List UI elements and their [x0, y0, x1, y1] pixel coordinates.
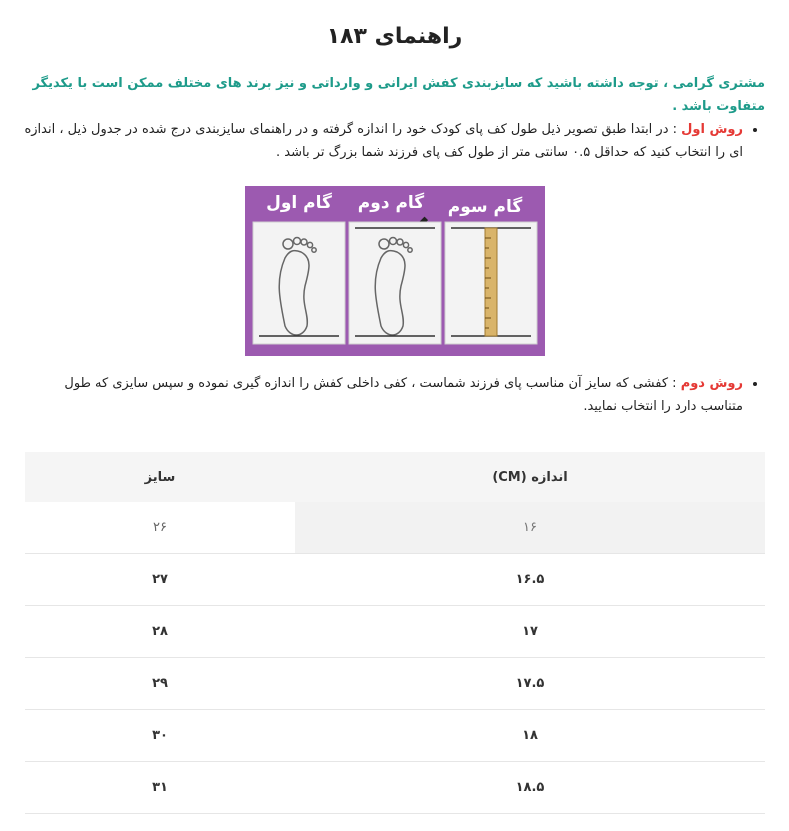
table-row — [25, 554, 765, 606]
method-list-2 — [24, 372, 765, 418]
step-1-panel — [253, 222, 345, 344]
table-row — [25, 762, 765, 814]
method-2-item — [24, 372, 743, 418]
table-row — [25, 606, 765, 658]
method-1-label: روش اول — [681, 122, 743, 137]
cell-size: ۳۰ — [25, 710, 295, 762]
foot-measure-illustration — [245, 186, 545, 356]
cell-size: ۳۱ — [25, 762, 295, 814]
cell-size: ۲۹ — [25, 658, 295, 710]
cell-measure: ۱۶ — [295, 502, 765, 554]
cell-size: ۲۷ — [25, 554, 295, 606]
size-table-container — [24, 452, 765, 814]
method-2-text: : کفشی که سایز آن مناسب پای فرزند شماست ، کفی داخلی کفش را اندازه گیری نموده و سپس سایزی که طول متناسب دارد را انتخاب نمایید. — [64, 376, 743, 414]
table-header-row — [25, 452, 765, 502]
cell-measure: ۱۶.۵ — [295, 554, 765, 606]
foot-measure-figure — [245, 186, 545, 356]
step-2-panel — [349, 222, 441, 344]
method-list-1 — [24, 118, 765, 164]
size-table — [25, 452, 765, 814]
method-1-item — [24, 118, 743, 164]
cell-measure: ۱۷ — [295, 606, 765, 658]
step-2-label: گام دوم — [357, 193, 424, 213]
cell-measure: ۱۸ — [295, 710, 765, 762]
table-row — [25, 658, 765, 710]
table-row — [25, 502, 765, 554]
step-1-label: گام اول — [265, 193, 332, 213]
step-3-label: گام سوم — [447, 197, 522, 217]
cell-measure: ۱۷.۵ — [295, 658, 765, 710]
cell-measure: ۱۸.۵ — [295, 762, 765, 814]
header-size: سایز — [25, 452, 295, 502]
page-title: راهنمای ۱۸۳ — [326, 24, 463, 49]
intro-notice: مشتری گرامی ، توجه داشته باشید که سایزبندی کفش ایرانی و وارداتی و نیز برند های مختلف ممکن است با یکدیگر متفاوت باشد . — [32, 76, 765, 114]
cell-size: ۲۸ — [25, 606, 295, 658]
ruler-icon — [485, 228, 497, 336]
cell-size: ۲۶ — [25, 502, 295, 554]
method-2-label: روش دوم — [680, 376, 743, 391]
method-1-text: : در ابتدا طبق تصویر ذیل طول کف پای کودک خود را اندازه گرفته و در راهنمای سایزبندی درج شده در جدول ذیل ، اندازه ای را انتخاب کنید که حداقل ۰.۵ سانتی متر از طول کف پای فرزند شما بزرگ تر باشد . — [24, 122, 743, 160]
step-3-panel — [445, 222, 537, 344]
header-measure: اندازه (CM) — [295, 452, 765, 502]
table-row — [25, 710, 765, 762]
